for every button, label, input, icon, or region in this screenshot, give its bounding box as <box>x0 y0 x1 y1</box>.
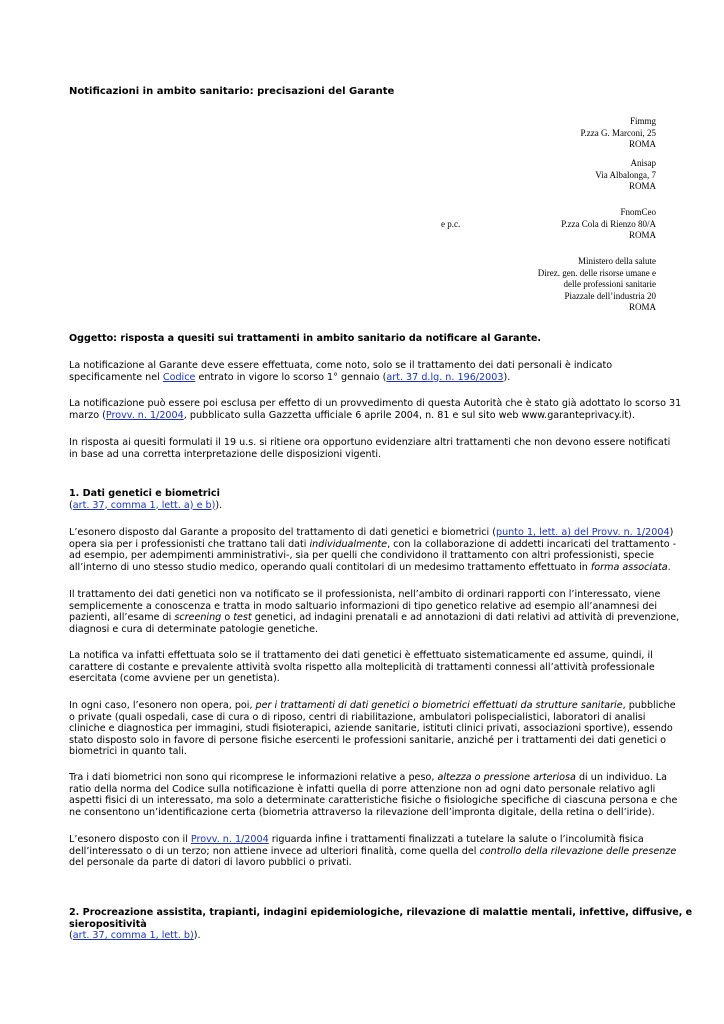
recipient-city: ROMA <box>628 139 656 149</box>
recipient-fimmg <box>581 116 656 151</box>
paragraph-exemption <box>69 527 677 573</box>
text-run: In ogni caso, l’esonero non opera, poi, <box>69 700 256 711</box>
paragraph-notification-intro <box>69 360 663 383</box>
text-line <box>69 561 671 574</box>
italic-text: forma associata <box>590 561 668 573</box>
italic-text: per i trattamenti di dati genetici o biometrici effettuati da strutture sanitarie <box>255 700 623 711</box>
cc-label: e p.c. <box>441 219 461 229</box>
text-run: di un individuo. La <box>575 772 668 783</box>
text-line: Il trattamento dei dati genetici non va notificato se il professionista, nell’ambito di ordinari rapporti con l’interessato, viene <box>69 589 661 600</box>
text-line: diagnosi e cura di determinate patologie genetiche. <box>69 623 319 635</box>
text-line: aspetti fisici di un interessato, ma solo a determinate caratteristiche fisiche o fisiologiche specifiche di ciascuna persona e che <box>69 795 678 806</box>
paragraph-health-safety <box>69 834 677 869</box>
text-line: esercitata (come avviene per un genetista). <box>69 673 280 684</box>
recipient-anisap <box>595 158 656 193</box>
italic-text: controllo della rilevazione delle presenze <box>479 845 677 857</box>
section-title: sieropositività <box>69 918 147 930</box>
text-run: pazienti, all’esame di <box>69 612 175 623</box>
text-run: , con la collaborazione di addetti incaricati del trattamento - <box>387 538 677 550</box>
recipient-name: FnomCeo <box>620 207 656 217</box>
text-run: . <box>667 561 671 573</box>
section-title: 2. Procreazione assistita, trapianti, indagini epidemiologiche, rilevazione di malattie mentali, infettive, diffusive, e <box>69 907 693 918</box>
text-run: o <box>221 612 234 623</box>
punto1-link[interactable]: punto 1, lett. a) del Provv. n. 1/2004 <box>496 527 670 538</box>
paragraph-exclusion <box>69 398 682 421</box>
recipient-city: ROMA <box>628 230 656 240</box>
codice-link[interactable]: Codice <box>162 371 196 383</box>
recipient-address-line: P.zza Cola di Rienzo 80/A <box>561 218 656 229</box>
recipient-city: ROMA <box>628 302 656 312</box>
text-run: ( <box>69 499 73 511</box>
recipient-address-line: Direz. gen. delle risorse umane e <box>537 267 656 278</box>
text-run: entrato in vigore lo scorso 1° gennaio ( <box>195 371 387 383</box>
text-line: ne consentono un’identificazione certa (biometria attraverso la rilevazione dell’impronta digitale, della retina o dell’iride). <box>69 806 655 818</box>
text-run: marzo ( <box>69 409 106 421</box>
text-line <box>69 834 663 846</box>
section-reference <box>69 500 663 512</box>
text-run: , pubbliche <box>622 700 676 711</box>
text-line: biometrici in quanto tali. <box>69 746 187 757</box>
text-run: L’esonero disposto con il <box>69 834 191 845</box>
text-run: ( <box>69 930 73 941</box>
italic-text: individualmente <box>309 538 388 550</box>
text-line: semplicemente a conoscenza e tratta in modo saltuario informazioni di tipo genetico relative ad esempio all’anamnesi dei <box>69 600 658 612</box>
text-line: cliniche e diagnostica per immagini, studi fisioterapici, aziende sanitarie, istituti clinici privati, associazioni sportive), essendo <box>69 723 673 734</box>
text-run: L’esonero disposto dal Garante a proposito del trattamento di dati genetici e biometrici ( <box>69 527 497 538</box>
text-line: stato disposto solo in favore di persone fisiche esercenti le professioni sanitarie, anziché per i trattamenti dei dati genetici o <box>69 734 667 746</box>
text-line <box>69 700 676 712</box>
section-2-heading <box>69 907 693 942</box>
text-run: ). <box>193 930 201 941</box>
art37-ab-link[interactable]: art. 37, comma 1, lett. a) e b) <box>72 499 216 511</box>
recipient-address-line: P.zza G. Marconi, 25 <box>580 127 656 138</box>
text-line <box>69 612 680 624</box>
text-run: opera sia per i professionisti che trattano tali dati <box>69 538 310 550</box>
italic-text: test <box>233 612 252 623</box>
text-line <box>69 772 668 784</box>
italic-text: screening <box>174 612 222 623</box>
text-line: ad esempio, per adempimenti amministrativi-, sia per quelli che condividono il trattamento con altri professionisti, specie <box>69 550 655 561</box>
provv-link[interactable]: Provv. n. 1/2004 <box>190 834 269 845</box>
paragraph-genetic-data <box>69 589 680 635</box>
italic-text: altezza o pressione arteriosa <box>437 772 576 783</box>
text-line <box>69 410 663 422</box>
text-run: dell’interessato o di un terzo; non attiene invece ad ulteriori finalità, come quella del <box>69 845 480 857</box>
recipient-name: Anisap <box>630 158 656 168</box>
text-line: In risposta ai quesiti formulati il 19 u.s. si ritiene ora opportuno evidenziare altri trattamenti che non devono essere notificati <box>69 437 671 448</box>
text-line: o private (quali ospedali, case di cura o di riposo, centri di riabilitazione, ambulatori polispecialistici, laboratori di analisi <box>69 711 646 723</box>
recipient-ministero <box>538 256 656 314</box>
text-run: specificamente nel <box>69 371 163 383</box>
text-run: , pubblicato sulla Gazzetta ufficiale 6 aprile 2004, n. 81 e sul sito web www.garanteprivacy.it). <box>183 409 635 421</box>
text-run: riguarda infine i trattamenti finalizzati a tutelare la salute o l’incolumità fisica <box>268 834 644 845</box>
text-line: La notifica va infatti effettuata solo se il trattamento dei dati genetici è effettuato sistematicamente ed assume, quindi, il <box>69 650 653 661</box>
paragraph-response <box>69 437 671 460</box>
subject-line: Oggetto: risposta a quesiti sui trattamenti in ambito sanitario da notificare al Garante. <box>69 333 541 344</box>
text-line: La notificazione al Garante deve essere effettuata, come noto, solo se il trattamento dei dati personali è indicato <box>69 360 613 371</box>
text-line <box>69 372 663 384</box>
text-line: in base ad una corretta interpretazione delle disposizioni vigenti. <box>69 448 382 460</box>
text-run: ). <box>215 499 223 511</box>
section-title: 1. Dati genetici e biometrici <box>69 488 220 499</box>
section-1-heading <box>69 488 663 511</box>
text-run: genetici, ad indagini prenatali e ad annotazioni di dati relativi ad attività di prevenzione, <box>251 612 680 623</box>
section-reference <box>69 930 663 942</box>
recipient-address-line: delle professioni sanitarie <box>563 279 656 289</box>
art37-dlg-link[interactable]: art. 37 d.lg. n. 196/2003 <box>386 371 504 383</box>
text-run: ) <box>669 527 674 538</box>
paragraph-biometric-data <box>69 772 678 818</box>
document-title: Notificazioni in ambito sanitario: precisazioni del Garante <box>69 86 395 97</box>
recipient-address-line: Piazzale dell’industria 20 <box>564 290 656 301</box>
recipient-fnomceo <box>561 207 656 242</box>
recipient-name: Ministero della salute <box>578 256 656 266</box>
text-line: carattere di costante e prevalente attività svolta rispetto alla molteplicità di trattamenti connessi all’attività professionale <box>69 661 655 673</box>
recipient-address-line: Via Albalonga, 7 <box>595 169 656 180</box>
text-line: La notificazione può essere poi esclusa per effetto di un provvedimento di questa Autorità che è stato già adottato lo scorso 31 <box>69 398 682 409</box>
text-line <box>69 538 677 551</box>
paragraph-health-structures <box>69 700 676 758</box>
art37-b-link[interactable]: art. 37, comma 1, lett. b) <box>72 930 194 941</box>
text-line <box>69 845 677 858</box>
recipient-city: ROMA <box>628 181 656 191</box>
text-line: ratio della norma del Codice sulla notificazione è infatti quella di porre attenzione non ad ogni dato personale relativo agli <box>69 783 656 795</box>
text-run: Tra i dati biometrici non sono qui ricomprese le informazioni relative a peso, <box>69 772 438 783</box>
text-line: del personale da parte di datori di lavoro pubblici o privati. <box>69 857 352 868</box>
text-line <box>69 527 674 539</box>
provv-link[interactable]: Provv. n. 1/2004 <box>105 409 184 421</box>
text-run: all’interno di uno stesso studio medico, operando quali contitolari di un medesimo trattamento effettuato in <box>69 561 591 573</box>
text-run: ). <box>503 371 511 383</box>
paragraph-notification-required <box>69 650 663 685</box>
recipient-name: Fimmg <box>629 116 656 126</box>
